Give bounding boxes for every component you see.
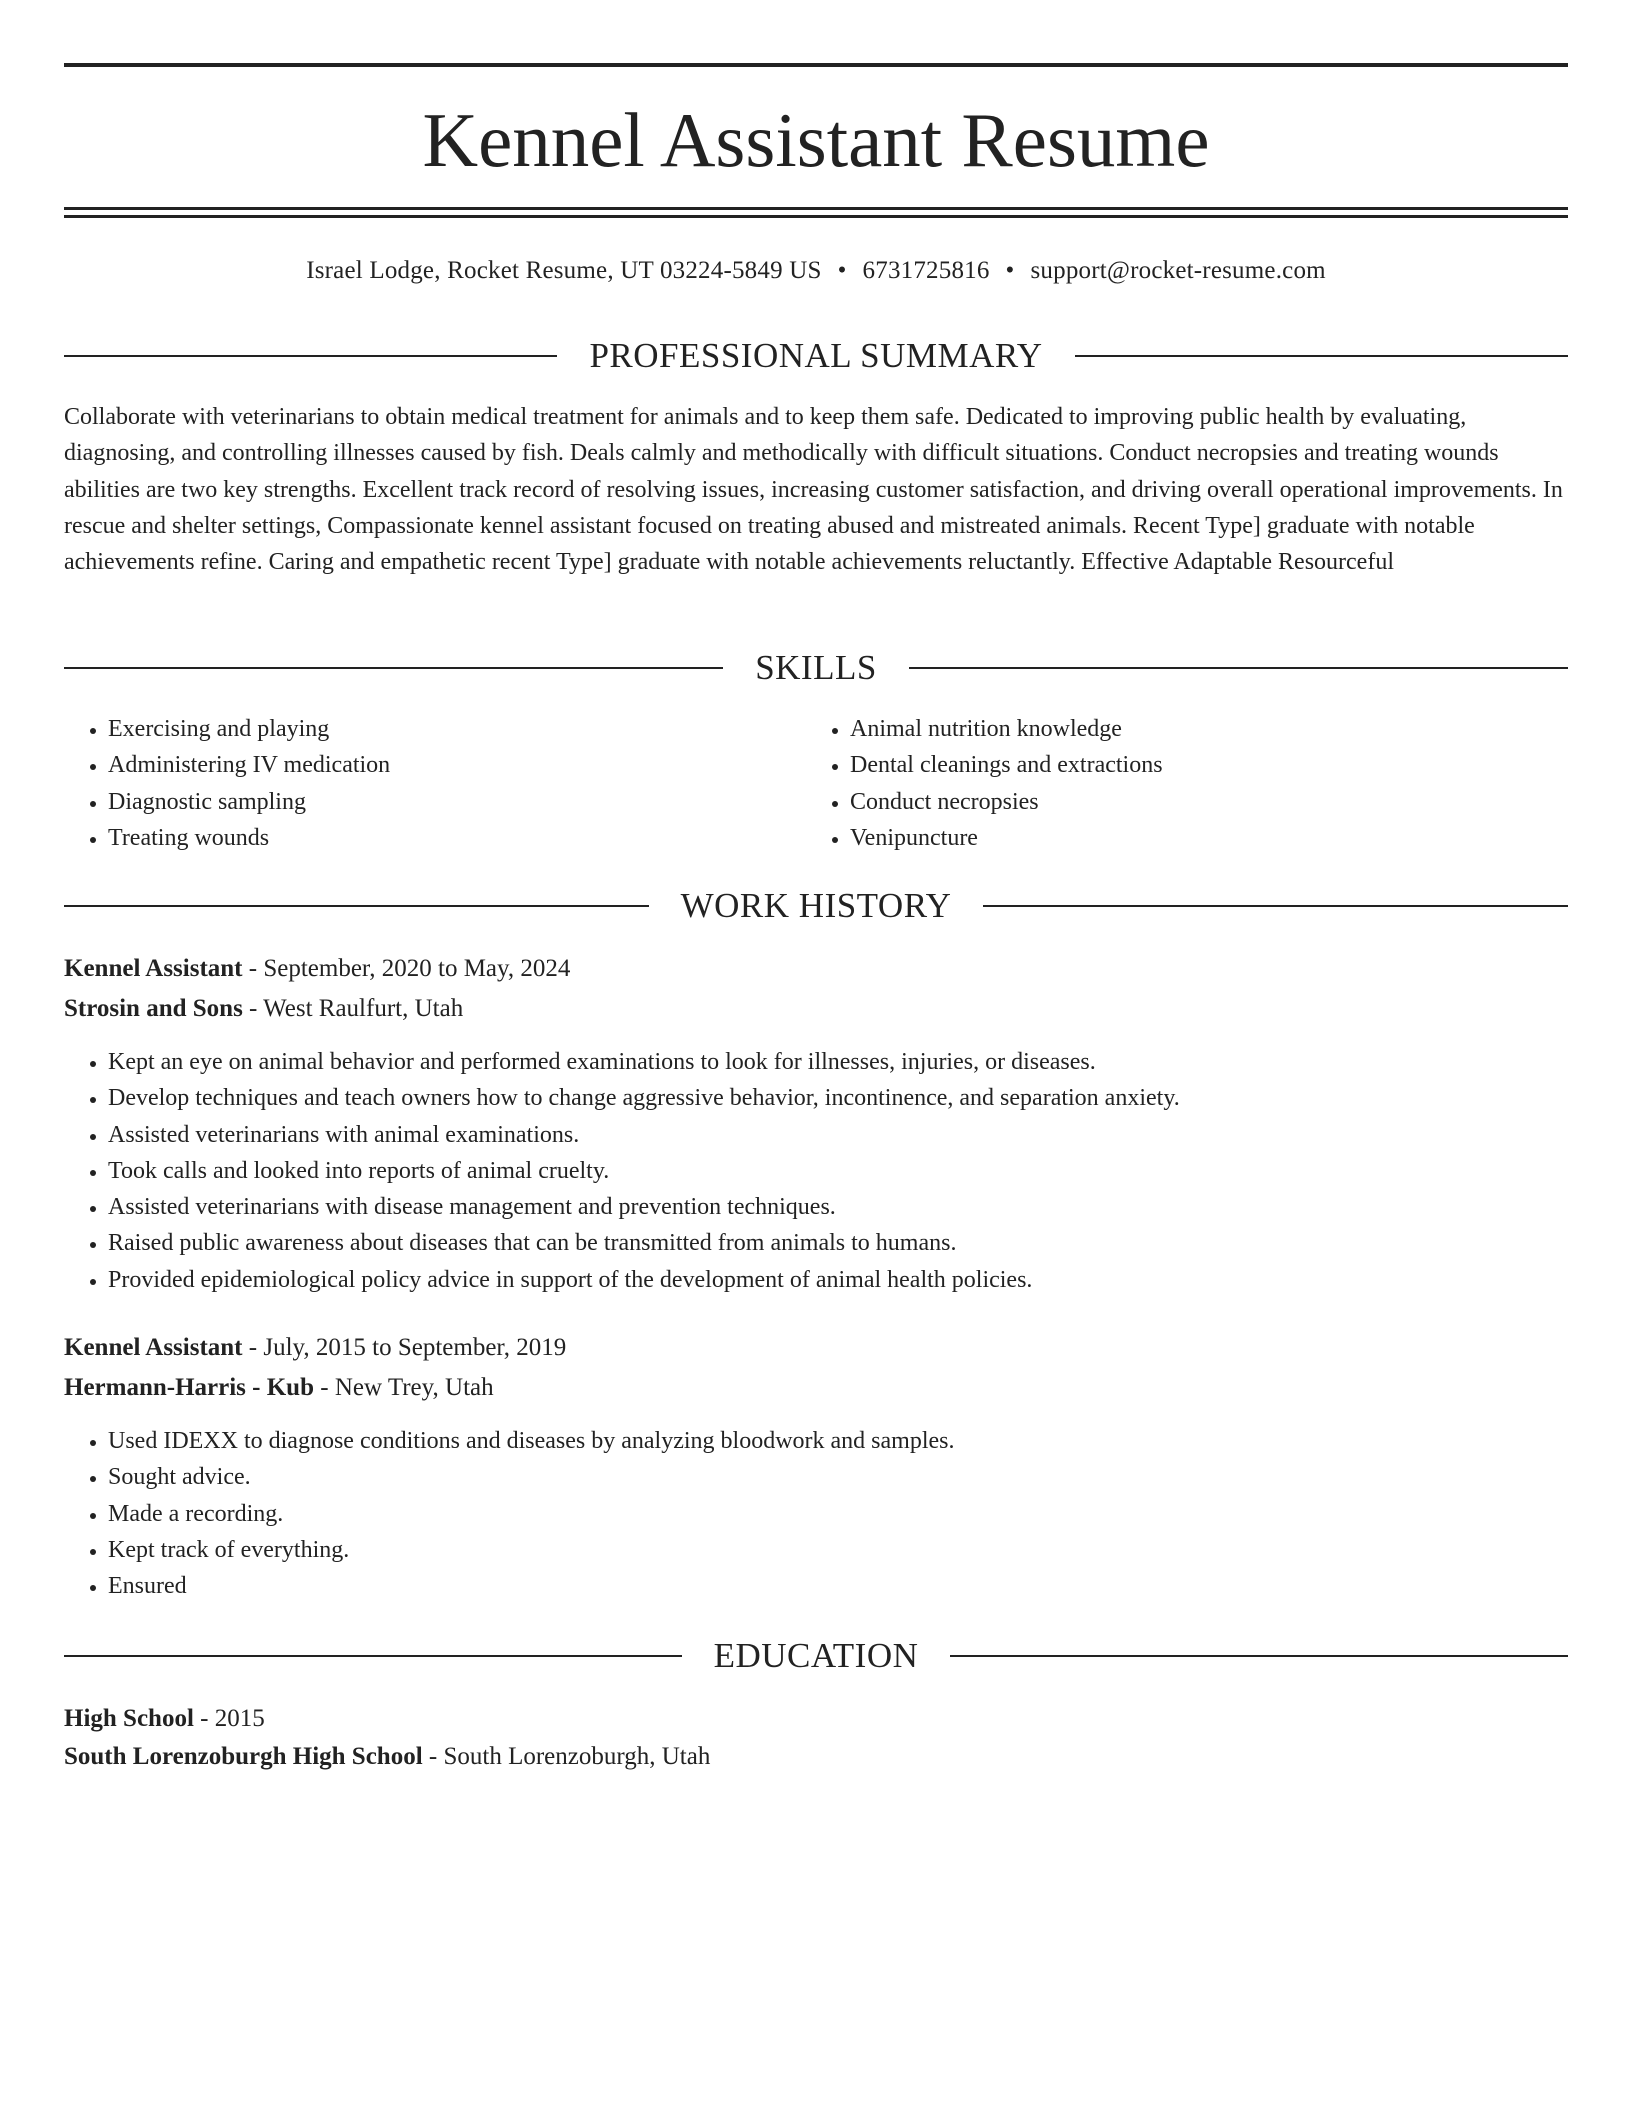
- skills-list: [64, 711, 1568, 856]
- job-1-title-line: [64, 949, 1568, 989]
- job-title: Kennel Assistant: [64, 1334, 243, 1361]
- section-rule: [64, 1655, 682, 1657]
- job-location: - New Trey, Utah: [314, 1374, 494, 1401]
- duty-item: • Raised public awareness about diseases that can be transmitted from animals to humans.: [108, 1225, 1568, 1261]
- duty-item: • Develop techniques and teach owners how to change aggressive behavior, incontinence, and separation anxiety.: [108, 1080, 1568, 1116]
- job-2-duties: [64, 1423, 1568, 1604]
- skills-column-left: [64, 711, 806, 856]
- education-degree: High School: [64, 1705, 194, 1732]
- section-rule: [64, 355, 557, 357]
- summary-text: Collaborate with veterinarians to obtain medical treatment for animals and to keep them safe. Dedicated to improving public health by evaluating, diagnosing, and controlling illnesses caused by fish. Deals calmly and methodically with difficult situations. Conduct necropsies and treating wounds abilities are two key strengths. Excellent track record of resolving issues, increasing customer satisfaction, and driving overall operational improvements. In rescue and shelter settings, Compassionate kennel assistant focused on treating abused and mistreated animals. Recent Type] graduate with notable achievements refine. Caring and empathetic recent Type] graduate with notable achievements reluctantly. Effective Adaptable Resourceful: [64, 404, 1563, 576]
- skill-item: • Treating wounds: [108, 820, 806, 856]
- top-rule: [64, 63, 1568, 67]
- skill-item: • Diagnostic sampling: [108, 784, 806, 820]
- duty-item: • Sought advice.: [108, 1459, 1568, 1495]
- duty-item: • Kept track of everything.: [108, 1532, 1568, 1568]
- contact-phone: 6731725816: [862, 257, 990, 284]
- education-school-line: [64, 1737, 1568, 1777]
- job-2-company-line: [64, 1368, 1568, 1408]
- skill-item: • Animal nutrition knowledge: [850, 711, 1548, 747]
- duty-item: • Ensured: [108, 1568, 1568, 1604]
- education-degree-line: [64, 1699, 1568, 1739]
- duty-item: • Kept an eye on animal behavior and performed examinations to look for illnesses, injuries, or diseases.: [108, 1044, 1568, 1080]
- resume-title: Kennel Assistant Resume: [422, 97, 1210, 183]
- skill-item: • Administering IV medication: [108, 747, 806, 783]
- job-title: Kennel Assistant: [64, 955, 243, 982]
- duty-item: • Made a recording.: [108, 1496, 1568, 1532]
- contact-email[interactable]: support@rocket-resume.com: [1030, 257, 1326, 284]
- section-rule: [64, 905, 649, 907]
- education-school: South Lorenzoburgh High School: [64, 1743, 423, 1770]
- skill-item: • Dental cleanings and extractions: [850, 747, 1548, 783]
- section-header-work: [64, 884, 1568, 928]
- section-rule: [983, 905, 1568, 907]
- section-title-skills: SKILLS: [755, 648, 877, 687]
- section-rule: [950, 1655, 1568, 1657]
- duty-item: • Provided epidemiological policy advice in support of the development of animal health policies.: [108, 1262, 1568, 1298]
- section-title-education: EDUCATION: [713, 1636, 919, 1675]
- contact-separator: •: [837, 257, 847, 284]
- education-location: - South Lorenzoburgh, Utah: [422, 1743, 711, 1770]
- contact-address: Israel Lodge, Rocket Resume, UT 03224-5849 US: [306, 257, 822, 284]
- skill-item: • Venipuncture: [850, 820, 1548, 856]
- duty-item: • Assisted veterinarians with animal examinations.: [108, 1117, 1568, 1153]
- education-year: - 2015: [193, 1705, 265, 1732]
- duty-item: • Took calls and looked into reports of animal cruelty.: [108, 1153, 1568, 1189]
- section-header-summary: [64, 334, 1568, 378]
- job-company: Hermann-Harris - Kub: [64, 1374, 314, 1401]
- skill-item: • Exercising and playing: [108, 711, 806, 747]
- job-1-company-line: [64, 989, 1568, 1029]
- job-2-title-line: [64, 1328, 1568, 1368]
- skill-item: • Conduct necropsies: [850, 784, 1548, 820]
- contact-separator: •: [1005, 257, 1015, 284]
- title-rule-upper: [64, 207, 1568, 210]
- section-header-skills: [64, 646, 1568, 690]
- job-dates: - July, 2015 to September, 2019: [242, 1334, 567, 1361]
- job-dates: - September, 2020 to May, 2024: [242, 955, 571, 982]
- duty-item: • Used IDEXX to diagnose conditions and diseases by analyzing bloodwork and samples.: [108, 1423, 1568, 1459]
- skills-column-right: [806, 711, 1548, 856]
- job-1-duties: [64, 1044, 1568, 1298]
- section-header-education: [64, 1634, 1568, 1678]
- section-rule: [64, 667, 723, 669]
- contact-line: [64, 253, 1568, 289]
- job-company: Strosin and Sons: [64, 995, 243, 1022]
- duty-item: • Assisted veterinarians with disease management and prevention techniques.: [108, 1189, 1568, 1225]
- section-title-work: WORK HISTORY: [680, 886, 952, 925]
- section-rule: [909, 667, 1568, 669]
- job-location: - West Raulfurt, Utah: [242, 995, 464, 1022]
- section-rule: [1075, 355, 1568, 357]
- title-rule-lower: [64, 215, 1568, 218]
- section-title-summary: PROFESSIONAL SUMMARY: [589, 336, 1043, 375]
